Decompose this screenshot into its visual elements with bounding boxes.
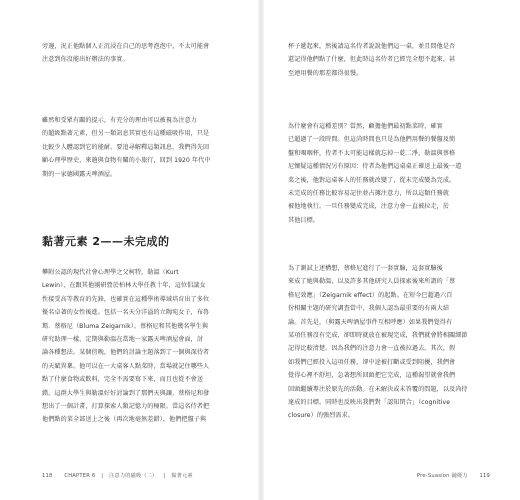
chapter-title: 注意力的磁吸（二） bbox=[109, 473, 158, 479]
text-line: closure）的強烈需求。 bbox=[288, 412, 354, 420]
text-line: 比較少人體認到它的能耐。要追尋解釋這類訊息，我們得先回 bbox=[42, 143, 210, 151]
text-line: 為了測試上述構想，蔡格尼進行了一套實驗，這套實驗後 bbox=[288, 265, 443, 272]
text-line: 瑪．蔡格尼（Bluma Zeigarnik）。蔡格尼和其他幾名學生與 bbox=[42, 322, 209, 330]
text-line: 份相關主題的研究調查當中，我個人認為最重要的有兩大結 bbox=[288, 305, 450, 313]
text-line: 點了什麼食物或飲料，完全不需要寫下來，而且也從不會送 bbox=[42, 376, 204, 384]
text-line: 旁邊，況正他點個人正沉浸在自己的思考泡泡中，不太可能會 bbox=[42, 43, 210, 50]
text-line: 覺得心裡不舒坦，急著想所回頭把它完成，這種渴望就會我們 bbox=[288, 372, 456, 380]
right-paragraph-2 bbox=[288, 120, 488, 227]
left-paragraph-2 bbox=[42, 114, 242, 181]
text-line: 的天賦異稟。他可以在一大桌客人點菜時，當場就記住哪些人 bbox=[42, 362, 210, 370]
right-paragraph-3 bbox=[288, 262, 488, 423]
right-page bbox=[264, 0, 520, 500]
text-line: 優名卓著的女性後進。包括一名天分洋溢的立陶宛女子，布魯 bbox=[42, 309, 210, 317]
text-line: 攀附公認的現代社會心理學之父柯特，勒溫（Kurt bbox=[42, 269, 179, 276]
section-heading: 黏著元素 2——未完成的 bbox=[42, 235, 170, 248]
page-number: 119 bbox=[479, 473, 490, 479]
right-footer bbox=[417, 472, 490, 479]
text-line: 杯子遞起來，然後請這名侍者說說他們這一桌，並且問他是否 bbox=[288, 43, 456, 50]
text-line: 格尼效應」（Zeigarnik effect）的起點。在短今已超過六百 bbox=[288, 291, 453, 299]
text-line: 錯。這群大學生與勒溫好好討論到了那們天與讓，蔡格尼和發 bbox=[42, 389, 210, 397]
text-line: 達成的目標，同時也反映出我們對「認知閉合」（cognitive bbox=[288, 399, 451, 407]
footer-separator: | bbox=[101, 473, 104, 479]
chapter-label: CHAPTER 6 bbox=[64, 473, 96, 479]
text-line: 還記得他們點了什麼，但此時這名侍者已經完全想不起來，甚 bbox=[288, 56, 456, 64]
left-paragraph-1 bbox=[42, 40, 242, 67]
page-number: 118 bbox=[42, 473, 53, 479]
text-line: 性接受高等教育的先鋒，也確實在這種學術導域培育出了多位 bbox=[42, 295, 210, 303]
text-line: 如我們已經投入這項任務，卻中途被打斷或受到阻擾，我們會 bbox=[288, 358, 456, 366]
text-line: Lewin），在跟其他團研營於柏林大學任教十年，這位倡議女 bbox=[42, 282, 206, 290]
text-line: 論。首先是，（與露天啤酒屋事件互相呼應）如果我們覺得有 bbox=[288, 318, 453, 326]
text-line: 為什麼會有這種差別？當然，顧擔他們最初點菜時，確實 bbox=[288, 123, 443, 130]
text-line: 至連用餐的那差都得很慢。 bbox=[288, 69, 363, 77]
text-line: 盤和喝咽杯，侍者不太可能這樣就忘掉一乾二淨，勒溫與蔡格 bbox=[288, 149, 456, 157]
right-paragraph-1 bbox=[288, 40, 488, 80]
left-paragraph-3 bbox=[42, 266, 242, 427]
text-line: 的超級點著元素，但另一類訊息其實也有這種磁吸作用，只是 bbox=[42, 130, 210, 138]
text-line: 已超過了一段時間。但這尚時間也只是為他們用餐的餐盤及簡 bbox=[288, 136, 456, 144]
text-line: 他們點的菜全部送上之後（再次地毫無差錯），他們把盤子與 bbox=[42, 416, 207, 424]
text-line: 顧心理學歷史，來趟與食物有關的小旅行，回到 1920 年代中 bbox=[42, 157, 211, 165]
text-line: 研究助理一樣，定期與勒溫在當地一家露天啤酒屋會面，討 bbox=[42, 336, 204, 344]
footer-separator: | bbox=[163, 473, 166, 479]
text-line: 論各種想法。某個傍晚，他們的討論主題落到了一個與深待者 bbox=[42, 349, 210, 357]
text-line: 尼懷疑這種情況另有原因：侍者為他們這桌桌正確送上最後一道 bbox=[288, 163, 462, 171]
text-line: 菜之後，他對這桌客人的任務就改變了，從未完成變為完成。 bbox=[288, 176, 456, 184]
text-line: 雖然和受眾有關的提示，有充分的理由可以被視為注意力 bbox=[42, 117, 197, 124]
left-page bbox=[0, 0, 258, 500]
text-line: 期的一家德國露天啤酒屋。 bbox=[42, 170, 117, 178]
text-line: 想出了一個計畫，打算探索人類記憶力的極限。當這名侍者把 bbox=[42, 403, 210, 411]
text-line: 被他地執行。一旦任務變成完成，注意力會一直被拉走，於 bbox=[288, 203, 450, 211]
text-line: 未完成的任務比較容易記住並占據注意力，所以這類任務就 bbox=[288, 190, 450, 198]
section-label: 黏著元素 bbox=[171, 473, 193, 479]
running-head: Pre-Suasion 鋪梗力 bbox=[416, 473, 468, 479]
text-line: 某項任務沒有完成，卻即時就放在被現完成，我們就會將相關細節 bbox=[288, 332, 468, 340]
text-line: 注意到你沒能出好辦法的事實。 bbox=[42, 56, 129, 64]
text-line: 記得比較清楚。因為我們的注意力會一直被拉過去。其次，假 bbox=[288, 345, 456, 353]
left-footer bbox=[42, 472, 193, 479]
text-line: 來成了她與勒溫，以及許多其他研究人員探索後來所謂的「蔡 bbox=[288, 278, 456, 286]
text-line: 其他目標。 bbox=[288, 216, 319, 224]
text-line: 回頭繼續專注於原先的活動。在未解決或未答覆的問題，以及尚待 bbox=[288, 385, 468, 393]
